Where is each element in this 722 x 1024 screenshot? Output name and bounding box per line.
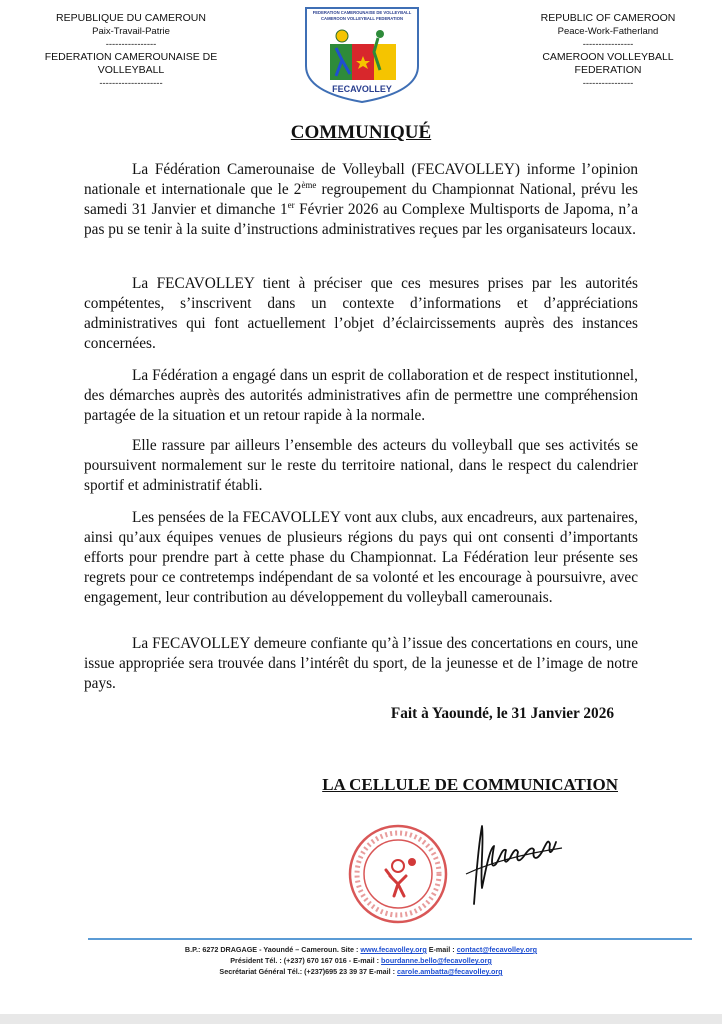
federation-name-fr-line1: FEDERATION CAMEROUNAISE DE xyxy=(44,51,218,63)
paragraph-1-text-a: La Fédération Camerounaise de Volleyball (FECAVOLLEY) informe l’opinion nationale et internationale que le 2 xyxy=(84,161,638,198)
paragraph-5 xyxy=(84,508,638,608)
fecavolley-logo-graphic xyxy=(300,4,424,104)
footer-divider xyxy=(88,938,692,940)
paragraph-2 xyxy=(84,274,638,354)
paragraph-1-text-b: regroupement du Championnat National, prévu les samedi 31 Janvier et dimanche 1 xyxy=(84,181,638,218)
country-name-en: REPUBLIC OF CAMEROON xyxy=(540,12,676,24)
footer-address: B.P.: 6272 DRAGAGE - Yaoundé – Cameroun. Site : xyxy=(184,945,361,954)
divider: -------------------- xyxy=(99,78,163,89)
president-email-link[interactable]: bourdanne.bello@fecavolley.org xyxy=(381,956,492,965)
paragraph-6-text: La FECAVOLLEY demeure confiante qu’à l’issue des concertations en cours, une issue appropriée sera trouvée dans l’intérêt du sport, de la jeunesse et de l’image de notre pays. xyxy=(84,635,638,692)
document-title: COMMUNIQUÉ xyxy=(290,122,432,143)
paragraph-1-text-c: Février 2026 au Complexe Multisports de Japoma, n’a pas pu se tenir à la suite d’instructions administratives reçues par les organisateurs locaux. xyxy=(84,201,638,238)
fecavolley-logo xyxy=(300,4,424,104)
paragraph-4-text: Elle rassure par ailleurs l’ensemble des acteurs du volleyball que ses activités se poursuivent normalement sur le reste du territoire national, dans le respect du calendrier sportif et administratif établi. xyxy=(84,437,638,494)
header-left xyxy=(40,12,222,90)
logo-text: FECAVOLLEY xyxy=(332,84,392,94)
footer-contact xyxy=(0,944,722,977)
divider: ---------------- xyxy=(582,39,634,50)
paragraph-6 xyxy=(84,634,638,694)
logo-arc-text-en: CAMEROON VOLLEYBALL FEDERATION xyxy=(321,16,403,21)
contact-email-link[interactable]: contact@fecavolley.org xyxy=(456,945,538,954)
footer-line-president xyxy=(0,955,722,966)
federation-name-en-line2: FEDERATION xyxy=(574,64,642,76)
header-right xyxy=(512,12,704,90)
paragraph-2-text: La FECAVOLLEY tient à préciser que ces mesures prises par les autorités compétentes, s’inscrivent dans un contexte d’informations et d’appréciations administratives qui font actuellement l’objet d’éclaircissements auprès des instances concernées. xyxy=(84,275,638,352)
paragraph-1-sup-2: er xyxy=(287,199,295,210)
official-stamp xyxy=(346,822,450,926)
federation-name-en-line1: CAMEROON VOLLEYBALL xyxy=(542,51,674,63)
bottom-edge xyxy=(0,1014,722,1024)
handwritten-signature xyxy=(452,818,572,908)
federation-name-fr-line2: VOLLEYBALL xyxy=(97,64,165,76)
website-link[interactable]: www.fecavolley.org xyxy=(360,945,427,954)
motto-fr: Paix-Travail-Patrie xyxy=(92,26,170,37)
paragraph-4 xyxy=(84,436,638,496)
paragraph-3-text: La Fédération a engagé dans un esprit de collaboration et de respect institutionnel, des démarches auprès des autorités administratives afin de permettre une compréhension partagée de la situation et un retour rapide à la normale. xyxy=(84,367,638,424)
footer-line-secretariat xyxy=(0,966,722,977)
footer-email-label: E-mail : xyxy=(426,945,457,954)
paragraph-3 xyxy=(84,366,638,426)
place-date: Fait à Yaoundé, le 31 Janvier 2026 xyxy=(390,705,614,722)
paragraph-5-text: Les pensées de la FECAVOLLEY vont aux clubs, aux encadreurs, aux partenaires, ainsi qu’aux équipes venues de plusieurs régions du pays qui ont consenti d’importants efforts pour prendre part à cette phase du Championnat. La Fédération leur présente ses regrets pour ce contretemps indépendant de sa volonté et les encourage à poursuivre, avec engagement, leur contribution au développement du volleyball camerounais. xyxy=(84,509,638,606)
footer-secretariat-phone: Secrétariat Général Tél.: (+237)695 23 39 37 E-mail : xyxy=(219,967,398,976)
country-name-fr: REPUBLIQUE DU CAMEROUN xyxy=(56,12,206,24)
divider: ---------------- xyxy=(105,39,157,50)
stamp-seal-icon xyxy=(346,822,450,926)
signature-graphic xyxy=(452,818,572,908)
paragraph-1 xyxy=(84,160,638,240)
signatory-title: LA CELLULE DE COMMUNICATION xyxy=(322,775,618,794)
footer-president-phone: Président Tél. : (+237) 670 167 016 - E-mail : xyxy=(230,956,382,965)
divider: ---------------- xyxy=(582,78,634,89)
footer-line-address xyxy=(0,944,722,955)
paragraph-1-sup-1: ème xyxy=(301,179,317,190)
logo-arc-text: FEDERATION CAMEROUNAISE DE VOLLEYBALL xyxy=(312,10,412,15)
secretariat-email-link[interactable]: carole.ambatta@fecavolley.org xyxy=(397,967,503,976)
motto-en: Peace-Work-Fatherland xyxy=(557,26,659,37)
